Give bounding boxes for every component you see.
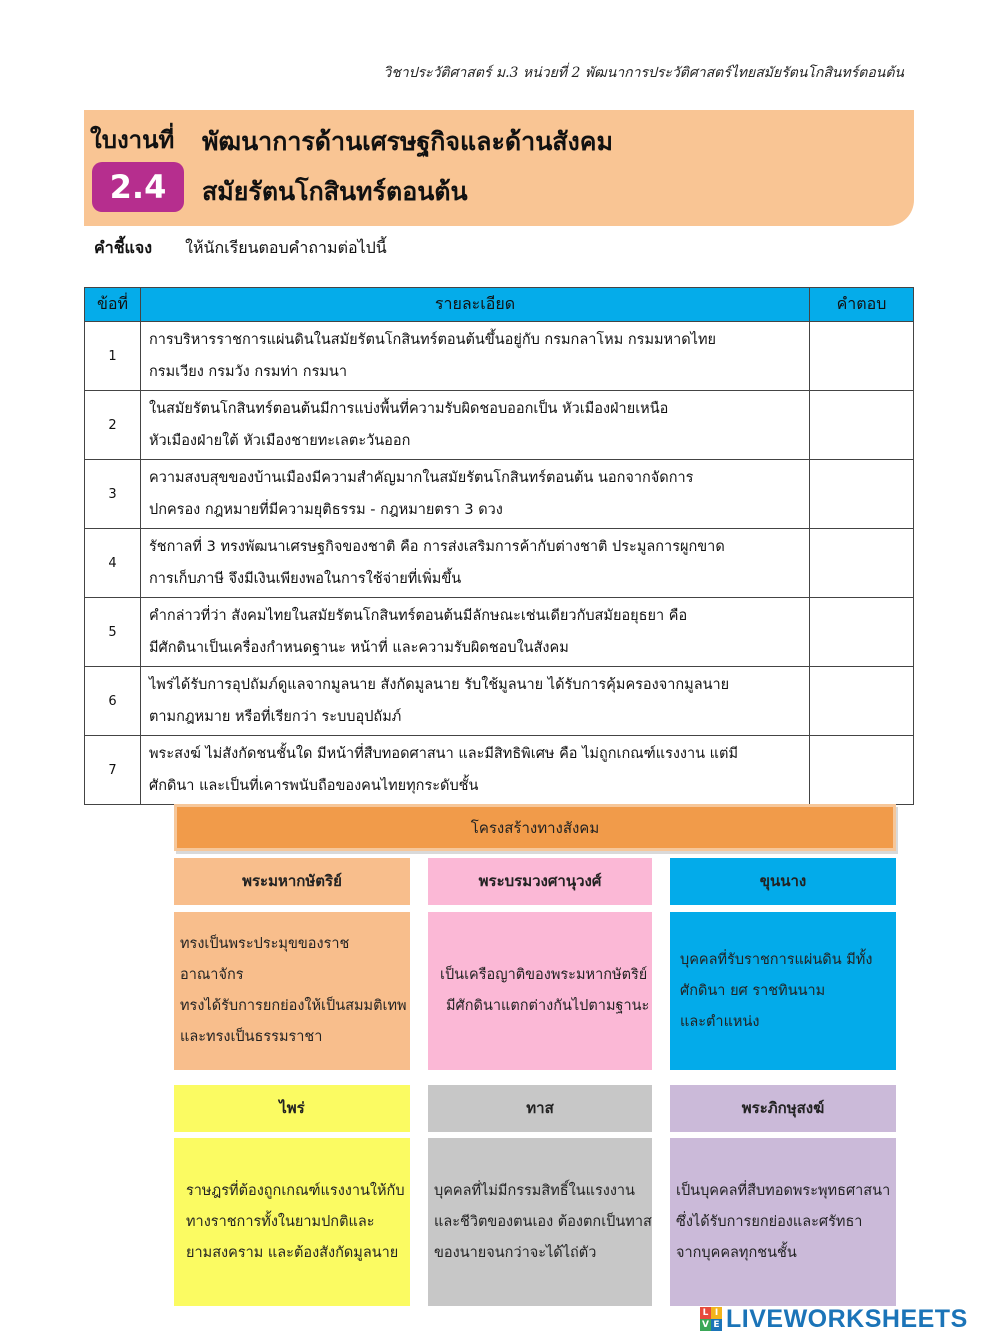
table-header-row [85, 288, 914, 322]
answer-cell[interactable] [810, 667, 914, 736]
card-line: ทางราชการทั้งในยามปกติและ [186, 1213, 375, 1230]
detail-line: กรมเวียง กรมวัง กรมท่า กรมนา [149, 364, 347, 380]
detail-line: การเก็บภาษี จึงมีเงินเพียงพอในการใช้จ่ายที่เพิ่มขึ้น [149, 571, 462, 587]
row-number: 5 [85, 598, 141, 667]
row-number: 6 [85, 667, 141, 736]
row-number: 1 [85, 322, 141, 391]
card-head-nobles: ขุนนาง [670, 858, 896, 905]
worksheet-title-line1: พัฒนาการด้านเศรษฐกิจและด้านสังคม [202, 127, 613, 156]
detail-line: พระสงฆ์ ไม่สังกัดชนชั้นใด มีหน้าที่สืบทอดศาสนา และมีสิทธิพิเศษ คือ ไม่ถูกเกณฑ์แรงงาน แต่มี [149, 746, 738, 762]
card-line: และตำแหน่ง [680, 1013, 760, 1030]
card-head-royal-family: พระบรมวงศานุวงศ์ [428, 858, 652, 905]
social-structure-diagram [172, 802, 900, 1307]
header-detail: รายละเอียด [141, 288, 810, 322]
logo-letter: V [700, 1319, 711, 1331]
table-row [85, 391, 914, 460]
card-body-commoners [174, 1138, 410, 1306]
header-number: ข้อที่ [85, 288, 141, 322]
table-row [85, 736, 914, 805]
card-line: และชีวิตของตนเอง ต้องตกเป็นทาส [434, 1213, 652, 1230]
detail-line: หัวเมืองฝ่ายใต้ หัวเมืองชายทะเลตะวันออก [149, 433, 411, 449]
row-detail [141, 598, 810, 667]
table-row [85, 598, 914, 667]
card-line: ศักดินา ยศ ราชทินนาม [680, 982, 826, 999]
answer-cell[interactable] [810, 391, 914, 460]
row-detail [141, 460, 810, 529]
card-body-monks [670, 1138, 896, 1306]
card-body-royal-family [428, 912, 652, 1070]
row-detail [141, 667, 810, 736]
logo-letter: L [700, 1307, 711, 1319]
instruction-label: คำชี้แจง [94, 238, 153, 257]
answer-cell[interactable] [810, 322, 914, 391]
card-line: ราษฎรที่ต้องถูกเกณฑ์แรงงานให้กับ [186, 1182, 405, 1199]
card-line: ยามสงคราม และต้องสังกัดมูลนาย [186, 1244, 399, 1261]
row-detail [141, 529, 810, 598]
detail-line: การบริหารราชการแผ่นดินในสมัยรัตนโกสินทร์ตอนต้นขึ้นอยู่กับ กรมกลาโหม กรมมหาดไทย [149, 332, 717, 348]
logo-text: LIVEWORKSHEETS [726, 1304, 968, 1333]
worksheet-banner [84, 110, 914, 226]
detail-line: รัชกาลที่ 3 ทรงพัฒนาเศรษฐกิจของชาติ คือ การส่งเสริมการค้ากับต่างชาติ ประมูลการผูกขาด [149, 539, 725, 555]
detail-line: ปกครอง กฎหมายที่มีความยุติธรรม - กฎหมายตรา 3 ดวง [149, 502, 503, 518]
row-number: 4 [85, 529, 141, 598]
detail-line: ศักดินา และเป็นที่เคารพนับถือของคนไทยทุกระดับชั้น [149, 778, 479, 794]
card-line: ของนายจนกว่าจะได้ไถ่ตัว [434, 1244, 597, 1261]
card-line: ทรงได้รับการยกย่องให้เป็นสมมติเทพ [180, 998, 407, 1014]
card-head-slaves: ทาส [428, 1085, 652, 1132]
detail-line: มีศักดินาเป็นเครื่องกำหนดฐานะ หน้าที่ และความรับผิดชอบในสังคม [149, 640, 569, 656]
card-body-slaves [428, 1138, 652, 1306]
structure-title: โครงสร้างทางสังคม [174, 804, 896, 851]
answer-cell[interactable] [810, 736, 914, 805]
subject-header: วิชาประวัติศาสตร์ ม.3 หน่วยที่ 2 พัฒนาการประวัติศาสตร์ไทยสมัยรัตนโกสินทร์ตอนต้น [383, 65, 904, 81]
card-line: บุคคลที่ไม่มีกรรมสิทธิ์ในแรงงาน [434, 1182, 635, 1199]
table-row [85, 460, 914, 529]
row-number: 3 [85, 460, 141, 529]
liveworksheets-logo-icon [700, 1307, 722, 1331]
table-row [85, 322, 914, 391]
instruction [94, 236, 387, 261]
card-line: ทรงเป็นพระประมุขของราชอาณาจักร [180, 936, 350, 983]
detail-line: ความสงบสุขของบ้านเมืองมีความสำคัญมากในสมัยรัตนโกสินทร์ตอนต้น นอกจากจัดการ [149, 470, 694, 486]
detail-line: ตามกฎหมาย หรือที่เรียกว่า ระบบอุปถัมภ์ [149, 709, 402, 725]
card-line: และทรงเป็นธรรมราชา [180, 1029, 323, 1045]
card-head-commoners: ไพร่ [174, 1085, 410, 1132]
answer-cell[interactable] [810, 460, 914, 529]
row-detail [141, 391, 810, 460]
detail-line: คำกล่าวที่ว่า สังคมไทยในสมัยรัตนโกสินทร์ตอนต้นมีลักษณะเช่นเดียวกับสมัยอยุธยา คือ [149, 608, 688, 624]
row-detail [141, 736, 810, 805]
header-answer: คำตอบ [810, 288, 914, 322]
question-table [84, 287, 914, 805]
liveworksheets-logo[interactable] [700, 1304, 968, 1334]
table-row [85, 667, 914, 736]
worksheet-number-badge: 2.4 [92, 162, 184, 212]
answer-cell[interactable] [810, 598, 914, 667]
logo-letter: I [711, 1307, 722, 1319]
instruction-text: ให้นักเรียนตอบคำถามต่อไปนี้ [185, 238, 387, 257]
row-detail [141, 322, 810, 391]
card-head-king: พระมหากษัตริย์ [174, 858, 410, 905]
card-line: จากบุคคลทุกชนชั้น [676, 1244, 797, 1261]
card-body-king [174, 912, 410, 1070]
table-row [85, 529, 914, 598]
card-body-nobles [670, 912, 896, 1070]
detail-line: ไพร่ได้รับการอุปถัมภ์ดูแลจากมูลนาย สังกัดมูลนาย รับใช้มูลนาย ได้รับการคุ้มครองจากมูลนาย [149, 677, 730, 693]
row-number: 2 [85, 391, 141, 460]
logo-letter: E [711, 1319, 722, 1331]
card-head-monks: พระภิกษุสงฆ์ [670, 1085, 896, 1132]
card-line: เป็นบุคคลที่สืบทอดพระพุทธศาสนา [676, 1182, 891, 1199]
worksheet-label: ใบงานที่ [90, 126, 175, 154]
card-line: มีศักดินาแตกต่างกันไปตามฐานะ [446, 998, 650, 1014]
detail-line: ในสมัยรัตนโกสินทร์ตอนต้นมีการแบ่งพื้นที่ความรับผิดชอบออกเป็น หัวเมืองฝ่ายเหนือ [149, 401, 669, 417]
row-number: 7 [85, 736, 141, 805]
card-line: บุคคลที่รับราชการแผ่นดิน มีทั้ง [680, 951, 873, 968]
card-line: เป็นเครือญาติของพระมหากษัตริย์ [440, 967, 648, 983]
worksheet-title-line2: สมัยรัตนโกสินทร์ตอนต้น [202, 177, 468, 206]
card-line: ซึ่งได้รับการยกย่องและศรัทธา [676, 1213, 863, 1230]
answer-cell[interactable] [810, 529, 914, 598]
